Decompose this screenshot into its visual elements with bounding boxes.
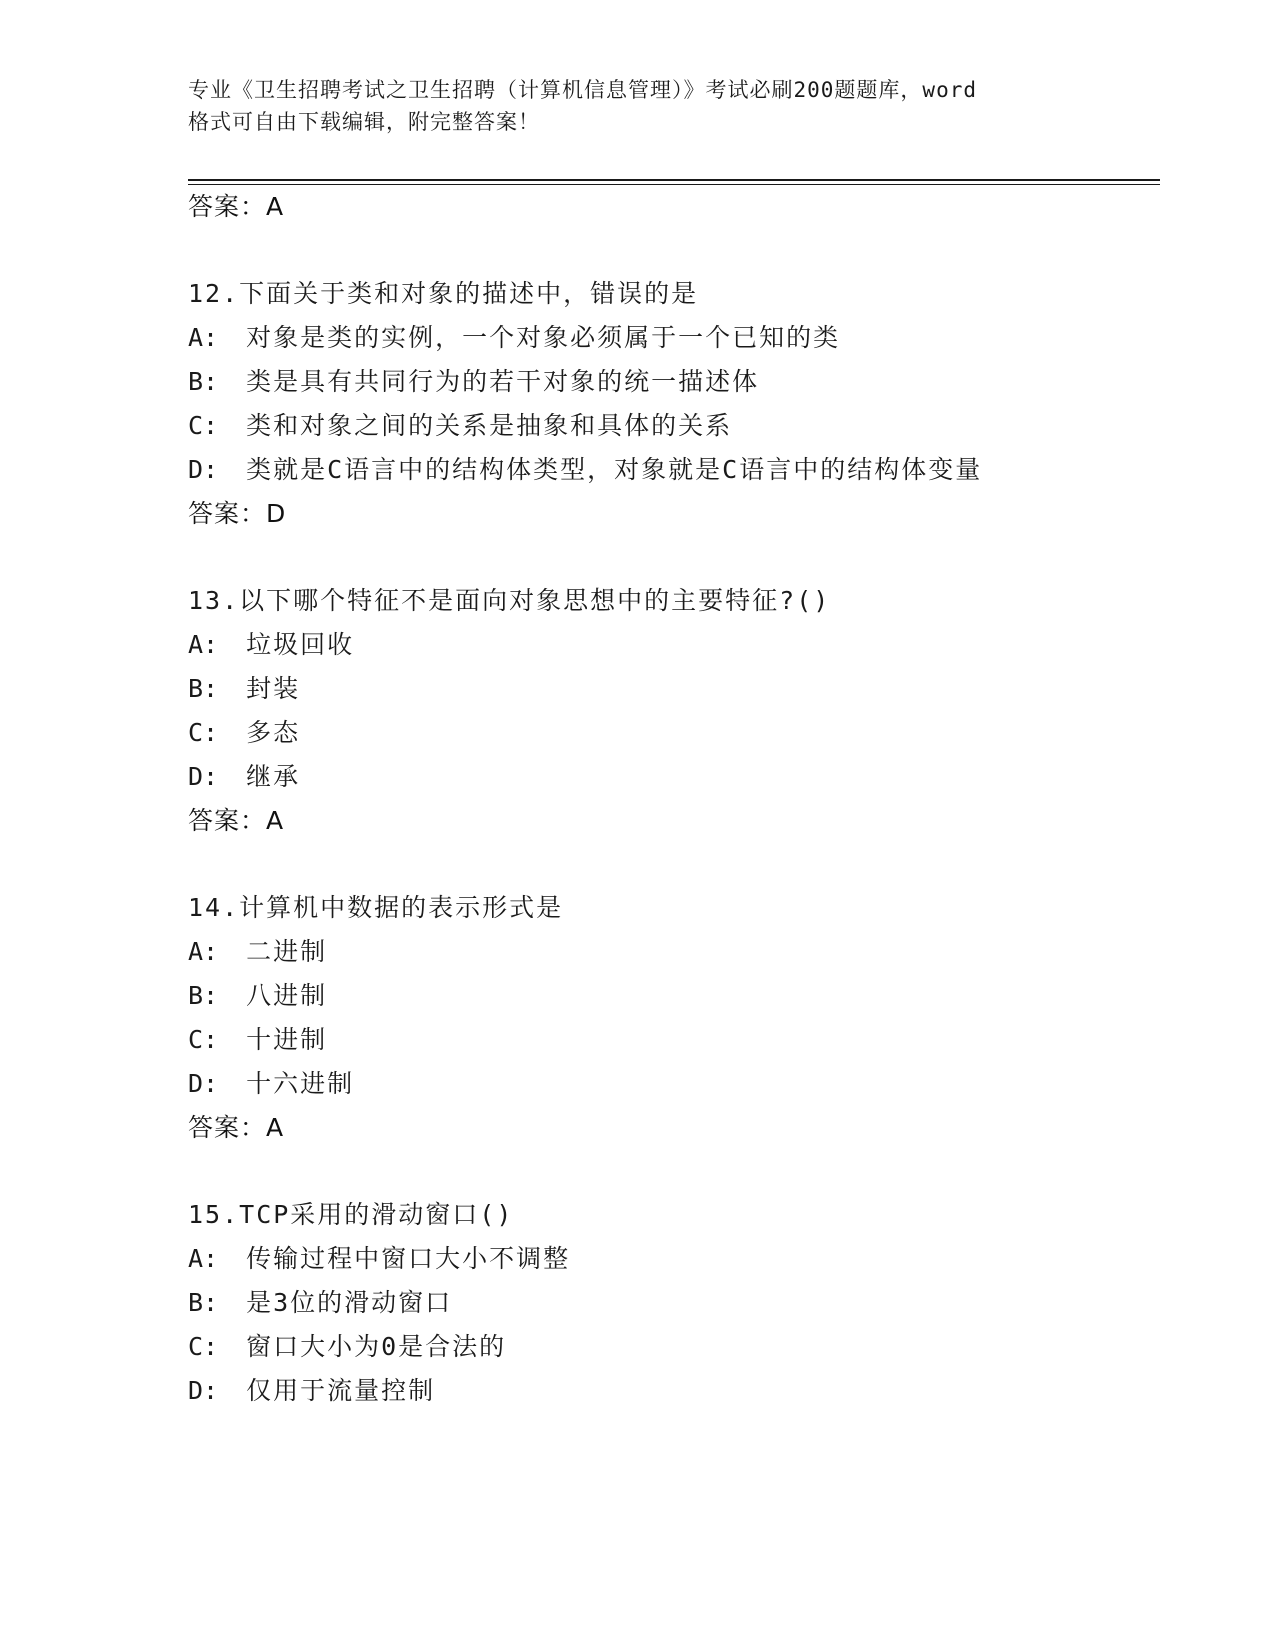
question-12-stem: 12.下面关于类和对象的描述中，错误的是 <box>188 279 699 308</box>
option-letter: B: <box>188 367 219 396</box>
option-letter: D: <box>188 1069 219 1098</box>
option-letter: A: <box>188 323 219 352</box>
question-14-option-c <box>188 1023 327 1057</box>
question-14-option-b <box>188 979 327 1013</box>
question-12-answer: 答案：D <box>188 499 287 528</box>
question-14-option-d <box>188 1067 354 1101</box>
option-text: 封装 <box>246 674 301 703</box>
option-text: 仅用于流量控制 <box>246 1376 436 1405</box>
option-letter: A: <box>188 630 219 659</box>
header-divider-thick <box>188 179 1160 181</box>
option-letter: D: <box>188 1376 219 1405</box>
question-13-option-b <box>188 672 300 706</box>
option-letter: B: <box>188 1288 219 1317</box>
option-text: 垃圾回收 <box>246 630 355 659</box>
question-15-option-a <box>188 1242 570 1276</box>
question-12-option-a <box>188 321 840 355</box>
option-text: 类和对象之间的关系是抽象和具体的关系 <box>246 411 733 440</box>
question-12-option-c <box>188 409 732 443</box>
header-divider-thin <box>188 184 1160 185</box>
question-15-option-d <box>188 1374 435 1408</box>
question-13-stem: 13.以下哪个特征不是面向对象思想中的主要特征?() <box>188 586 831 615</box>
question-15-option-c <box>188 1330 506 1364</box>
option-letter: C: <box>188 1025 219 1054</box>
question-13-option-a <box>188 628 354 662</box>
option-text: 二进制 <box>246 937 328 966</box>
option-letter: D: <box>188 762 219 791</box>
question-15-stem: 15.TCP采用的滑动窗口() <box>188 1200 514 1229</box>
question-15-option-b <box>188 1286 452 1320</box>
question-13-answer: 答案：A <box>188 806 285 835</box>
option-letter: D: <box>188 455 219 484</box>
question-14-answer: 答案：A <box>188 1113 285 1142</box>
question-12-option-d <box>188 453 982 487</box>
option-text: 对象是类的实例，一个对象必须属于一个已知的类 <box>246 323 841 352</box>
header-title-line-2: 格式可自由下载编辑，附完整答案！ <box>188 110 540 134</box>
option-letter: C: <box>188 1332 219 1361</box>
question-12-option-b <box>188 365 759 399</box>
option-text: 多态 <box>246 718 301 747</box>
question-14-stem: 14.计算机中数据的表示形式是 <box>188 893 564 922</box>
option-letter: C: <box>188 411 219 440</box>
option-text: 十进制 <box>246 1025 328 1054</box>
header-title-line-1: 专业《卫生招聘考试之卫生招聘（计算机信息管理）》考试必刷200题题库，word <box>188 78 977 102</box>
option-letter: B: <box>188 981 219 1010</box>
option-text: 传输过程中窗口大小不调整 <box>246 1244 571 1273</box>
option-text: 继承 <box>246 762 301 791</box>
document-header <box>188 74 1088 138</box>
question-13-option-c <box>188 716 300 750</box>
option-text: 是3位的滑动窗口 <box>246 1288 453 1317</box>
option-letter: A: <box>188 1244 219 1273</box>
question-13-option-d <box>188 760 300 794</box>
option-letter: C: <box>188 718 219 747</box>
option-letter: A: <box>188 937 219 966</box>
option-text: 十六进制 <box>246 1069 355 1098</box>
option-text: 八进制 <box>246 981 328 1010</box>
option-text: 窗口大小为0是合法的 <box>246 1332 507 1361</box>
answer-line-previous: 答案：A <box>188 192 285 221</box>
question-14-option-a <box>188 935 327 969</box>
option-letter: B: <box>188 674 219 703</box>
option-text: 类是具有共同行为的若干对象的统一描述体 <box>246 367 760 396</box>
option-text: 类就是C语言中的结构体类型，对象就是C语言中的结构体变量 <box>246 455 983 484</box>
